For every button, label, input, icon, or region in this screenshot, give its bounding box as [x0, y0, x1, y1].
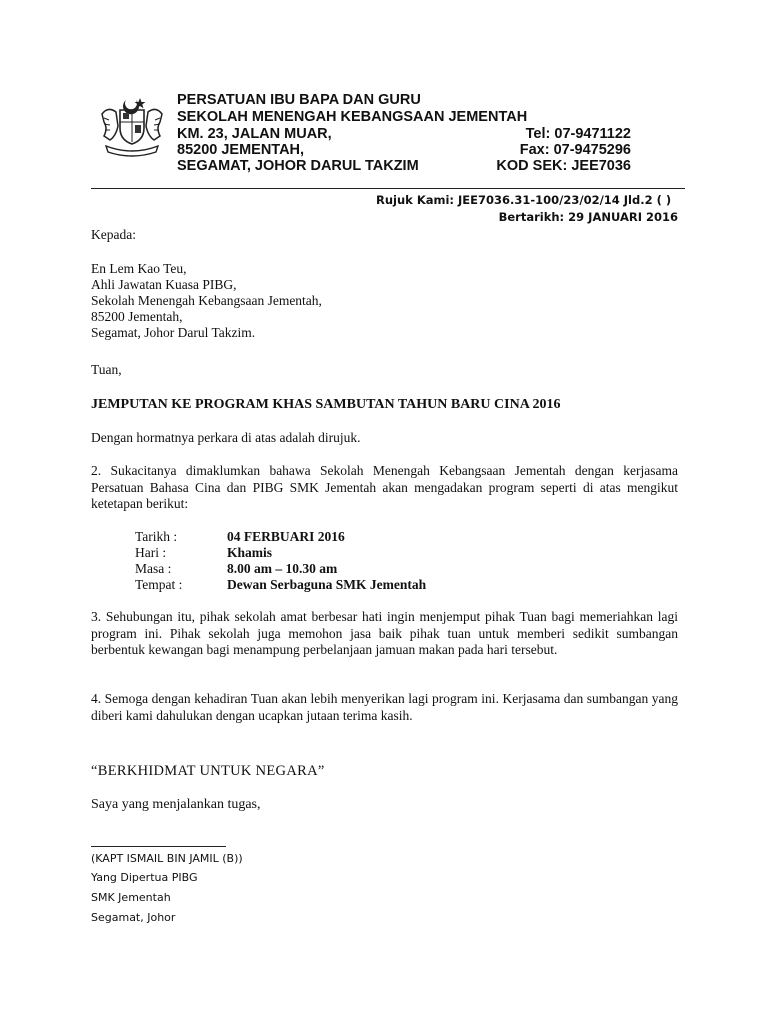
- org-name-line1: PERSATUAN IBU BAPA DAN GURU: [177, 92, 421, 108]
- to-label: Kepada:: [91, 227, 136, 242]
- detail-label: Hari :: [135, 545, 167, 560]
- paragraph-4: 4. Semoga dengan kehadiran Tuan akan lebih menyerikan lagi program ini. Kerjasama dan sumbangan yang diberi kami dahulukan dengan ucapkan jutaan terima kasih.: [91, 691, 678, 723]
- telephone: Tel: 07-9471122: [525, 126, 631, 142]
- recipient-line: En Lem Kao Teu,: [91, 261, 187, 276]
- signatory-location: Segamat, Johor: [91, 911, 176, 924]
- closing-duty: Saya yang menjalankan tugas,: [91, 797, 261, 812]
- letterhead-divider: [91, 188, 685, 189]
- signatory-school: SMK Jementah: [91, 891, 171, 904]
- paragraph-1: Dengan hormatnya perkara di atas adalah dirujuk.: [91, 430, 361, 445]
- detail-row-venue: [135, 577, 426, 593]
- detail-value: Dewan Serbaguna SMK Jementah: [227, 577, 427, 592]
- signatory-name: (KAPT ISMAIL BIN JAMIL (B)): [91, 852, 243, 865]
- recipient-line: Ahli Jawatan Kuasa PIBG,: [91, 277, 237, 292]
- detail-value: Khamis: [227, 545, 273, 560]
- paragraph-3: 3. Sehubungan itu, pihak sekolah amat berbesar hati ingin menjemput pihak Tuan bagi memeriahkan lagi program ini. Pihak sekolah juga memohon jasa baik pihak tuan untuk memberi sedikit sumbangan berbentuk kewangan bagi menampung perbelanjaan jamuan makan pada hari tersebut.: [91, 609, 678, 657]
- signatory-title: Yang Dipertua PIBG: [91, 871, 198, 884]
- greeting: Tuan,: [91, 362, 122, 377]
- recipient-line: Sekolah Menengah Kebangsaan Jementah,: [91, 293, 322, 308]
- school-crest-icon: [96, 92, 168, 158]
- detail-label: Tempat :: [135, 577, 183, 592]
- detail-value: 8.00 am – 10.30 am: [227, 561, 338, 576]
- signature-line: [91, 846, 226, 847]
- recipient-line: 85200 Jementah,: [91, 309, 183, 324]
- recipient-line: Segamat, Johor Darul Takzim.: [91, 325, 256, 340]
- detail-label: Tarikh :: [135, 529, 178, 544]
- motto: “BERKHIDMAT UNTUK NEGARA”: [91, 763, 325, 779]
- letter-date: Bertarikh: 29 JANUARI 2016: [498, 210, 678, 224]
- org-name-line2: SEKOLAH MENENGAH KEBANGSAAN JEMENTAH: [177, 109, 528, 125]
- school-code: KOD SEK: JEE7036: [496, 158, 631, 174]
- address-line2: 85200 JEMENTAH,: [177, 142, 305, 158]
- reference-number: Rujuk Kami: JEE7036.31-100/23/02/14 Jld.2 ( ): [376, 193, 672, 207]
- subject-heading: JEMPUTAN KE PROGRAM KHAS SAMBUTAN TAHUN BARU CINA 2016: [91, 397, 561, 412]
- fax: Fax: 07-9475296: [519, 142, 631, 158]
- detail-value: 04 FERBUARI 2016: [227, 529, 345, 544]
- address-line1: KM. 23, JALAN MUAR,: [177, 126, 332, 142]
- paragraph-2: 2. Sukacitanya dimaklumkan bahawa Sekolah Menengah Kebangsaan Jementah dengan kerjasama Persatuan Bahasa Cina dan PIBG SMK Jementah akan mengadakan program seperti di atas mengikut ketetapan berikut:: [91, 463, 678, 511]
- address-line3: SEGAMAT, JOHOR DARUL TAKZIM: [177, 158, 419, 174]
- detail-row-date: [135, 529, 345, 545]
- detail-row-time: [135, 561, 337, 577]
- detail-row-day: [135, 545, 272, 561]
- detail-label: Masa :: [135, 561, 172, 576]
